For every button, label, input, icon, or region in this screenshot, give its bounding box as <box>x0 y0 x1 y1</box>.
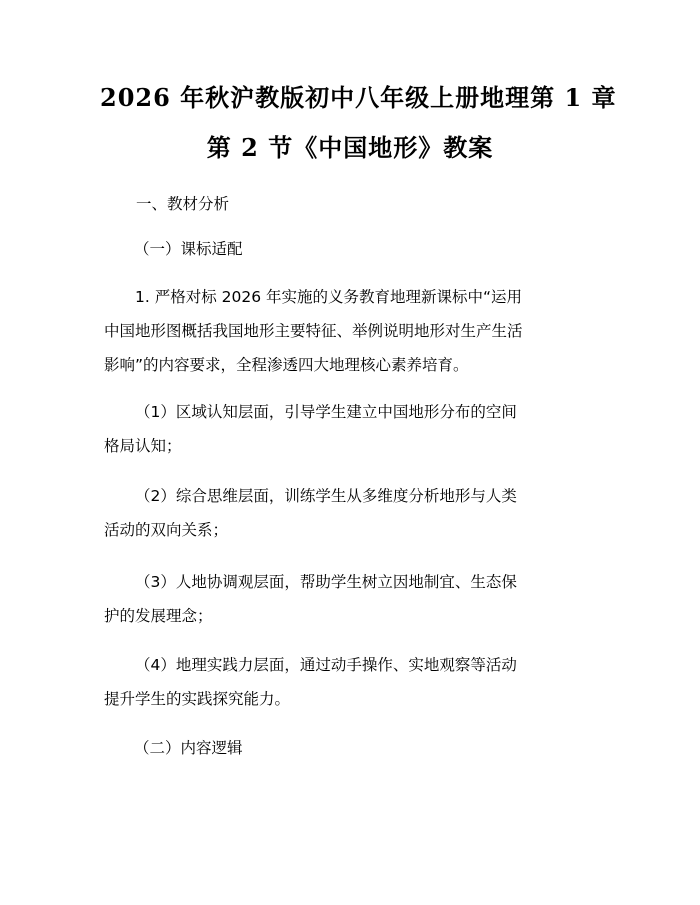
paragraph-line: 格局认知； <box>104 437 182 455</box>
section-heading-teaching-material-analysis: 一、教材分析 <box>136 195 230 213</box>
paragraph-line: 影响”的内容要求，全程渗透四大地理核心素养培育。 <box>104 356 469 374</box>
paragraph-regional-cognition <box>104 395 598 463</box>
paragraph-item-1 <box>104 280 598 382</box>
document-title-line-2: 第 2 节《中国地形》教案 <box>206 133 494 162</box>
paragraph-line: 活动的双向关系； <box>104 521 229 539</box>
paragraph-geographic-practice <box>104 648 598 716</box>
paragraph-comprehensive-thinking <box>104 479 598 547</box>
paragraph-line: 护的发展理念； <box>104 607 213 625</box>
subsection-heading-curriculum-standards: （一）课标适配 <box>134 240 243 258</box>
paragraph-line: （1）区域认知层面，引导学生建立中国地形分布的空间 <box>135 403 517 421</box>
document-title-line-1: 2026 年秋沪教版初中八年级上册地理第 1 章 <box>100 83 617 112</box>
paragraph-line: （4）地理实践力层面，通过动手操作、实地观察等活动 <box>135 656 517 674</box>
paragraph-line: 1. 严格对标 2026 年实施的义务教育地理新课标中“运用 <box>135 288 523 306</box>
paragraph-line: （3）人地协调观层面，帮助学生树立因地制宜、生态保 <box>135 573 517 591</box>
paragraph-line: 中国地形图概括我国地形主要特征、举例说明地形对生产生活 <box>104 322 523 340</box>
paragraph-line: 提升学生的实践探究能力。 <box>104 690 291 708</box>
paragraph-human-land-coordination <box>104 565 598 633</box>
subsection-heading-content-logic: （二）内容逻辑 <box>134 739 243 757</box>
paragraph-line: （2）综合思维层面，训练学生从多维度分析地形与人类 <box>135 487 517 505</box>
